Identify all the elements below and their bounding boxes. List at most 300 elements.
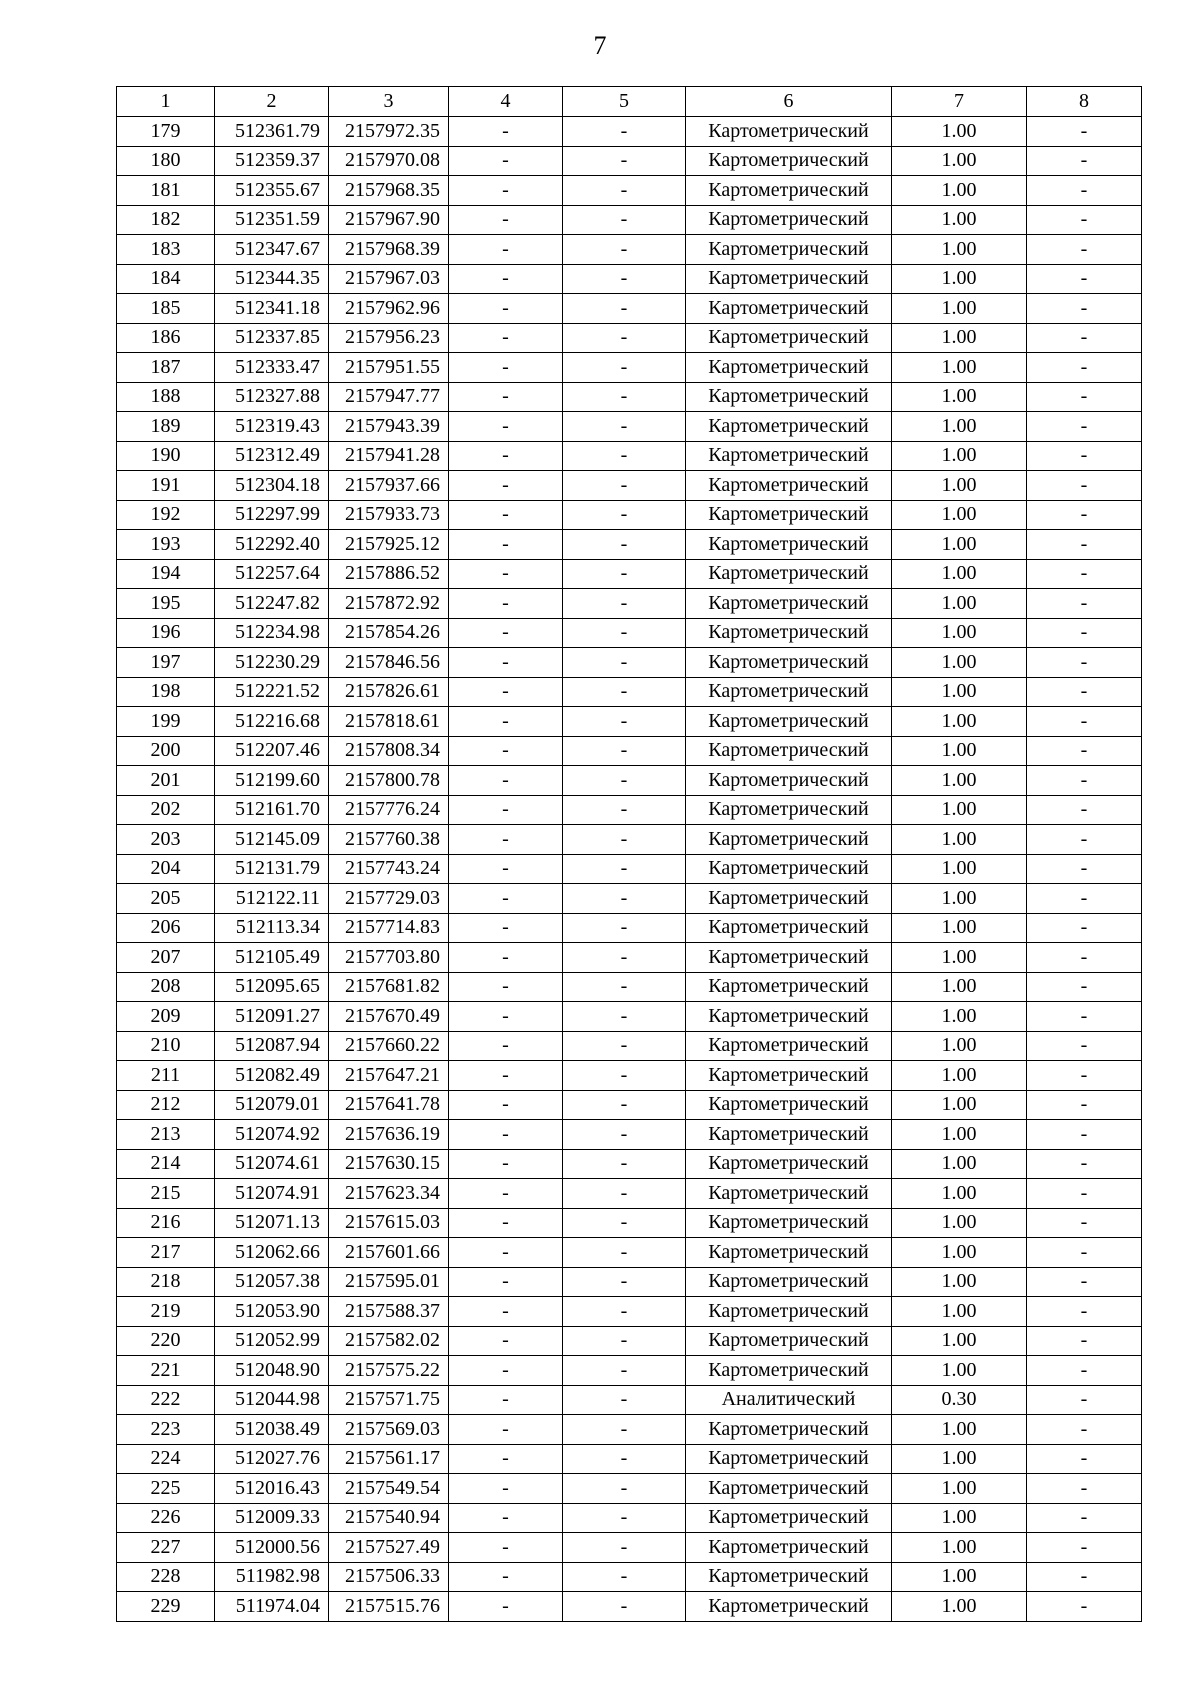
col5-cell: - xyxy=(563,1061,686,1091)
col8-cell: - xyxy=(1027,382,1142,412)
table-row xyxy=(117,618,1142,648)
col4-cell: - xyxy=(449,1297,563,1327)
accuracy-cell: 1.00 xyxy=(892,500,1027,530)
col5-cell: - xyxy=(563,1474,686,1504)
col5-cell: - xyxy=(563,294,686,324)
col5-cell: - xyxy=(563,943,686,973)
y-coordinate-cell: 2157714.83 xyxy=(329,913,449,943)
accuracy-cell: 1.00 xyxy=(892,648,1027,678)
col8-cell: - xyxy=(1027,854,1142,884)
col8-cell: - xyxy=(1027,530,1142,560)
col4-cell: - xyxy=(449,1238,563,1268)
y-coordinate-cell: 2157854.26 xyxy=(329,618,449,648)
col5-cell: - xyxy=(563,205,686,235)
col4-cell: - xyxy=(449,235,563,265)
table-row xyxy=(117,1002,1142,1032)
col5-cell: - xyxy=(563,530,686,560)
method-cell: Картометрический xyxy=(686,677,892,707)
table-row xyxy=(117,235,1142,265)
col4-cell: - xyxy=(449,1267,563,1297)
col5-cell: - xyxy=(563,589,686,619)
col8-cell: - xyxy=(1027,1002,1142,1032)
y-coordinate-cell: 2157943.39 xyxy=(329,412,449,442)
accuracy-cell: 1.00 xyxy=(892,441,1027,471)
table-row xyxy=(117,353,1142,383)
column-header-6: 6 xyxy=(686,87,892,117)
table-row xyxy=(117,854,1142,884)
accuracy-cell: 1.00 xyxy=(892,1267,1027,1297)
col4-cell: - xyxy=(449,1562,563,1592)
accuracy-cell: 1.00 xyxy=(892,471,1027,501)
accuracy-cell: 1.00 xyxy=(892,1503,1027,1533)
accuracy-cell: 1.00 xyxy=(892,1533,1027,1563)
y-coordinate-cell: 2157549.54 xyxy=(329,1474,449,1504)
col5-cell: - xyxy=(563,1238,686,1268)
point-number-cell: 181 xyxy=(117,176,215,206)
col5-cell: - xyxy=(563,1090,686,1120)
col4-cell: - xyxy=(449,677,563,707)
col8-cell: - xyxy=(1027,1415,1142,1445)
point-number-cell: 199 xyxy=(117,707,215,737)
accuracy-cell: 1.00 xyxy=(892,1208,1027,1238)
y-coordinate-cell: 2157968.35 xyxy=(329,176,449,206)
x-coordinate-cell: 512087.94 xyxy=(215,1031,329,1061)
col4-cell: - xyxy=(449,530,563,560)
method-cell: Картометрический xyxy=(686,1297,892,1327)
y-coordinate-cell: 2157872.92 xyxy=(329,589,449,619)
point-number-cell: 183 xyxy=(117,235,215,265)
col5-cell: - xyxy=(563,884,686,914)
y-coordinate-cell: 2157670.49 xyxy=(329,1002,449,1032)
col8-cell: - xyxy=(1027,500,1142,530)
col5-cell: - xyxy=(563,1120,686,1150)
point-number-cell: 186 xyxy=(117,323,215,353)
accuracy-cell: 1.00 xyxy=(892,1061,1027,1091)
method-cell: Картометрический xyxy=(686,1002,892,1032)
col8-cell: - xyxy=(1027,1297,1142,1327)
y-coordinate-cell: 2157615.03 xyxy=(329,1208,449,1238)
table-row xyxy=(117,471,1142,501)
col5-cell: - xyxy=(563,500,686,530)
table-row xyxy=(117,884,1142,914)
col8-cell: - xyxy=(1027,1267,1142,1297)
column-header-4: 4 xyxy=(449,87,563,117)
y-coordinate-cell: 2157972.35 xyxy=(329,117,449,147)
point-number-cell: 185 xyxy=(117,294,215,324)
col8-cell: - xyxy=(1027,264,1142,294)
x-coordinate-cell: 512145.09 xyxy=(215,825,329,855)
col4-cell: - xyxy=(449,1444,563,1474)
accuracy-cell: 1.00 xyxy=(892,382,1027,412)
accuracy-cell: 1.00 xyxy=(892,117,1027,147)
col5-cell: - xyxy=(563,1149,686,1179)
x-coordinate-cell: 512082.49 xyxy=(215,1061,329,1091)
col4-cell: - xyxy=(449,412,563,442)
point-number-cell: 190 xyxy=(117,441,215,471)
col8-cell: - xyxy=(1027,1326,1142,1356)
col5-cell: - xyxy=(563,1385,686,1415)
table-row xyxy=(117,117,1142,147)
table-row xyxy=(117,176,1142,206)
col8-cell: - xyxy=(1027,1061,1142,1091)
col8-cell: - xyxy=(1027,825,1142,855)
col4-cell: - xyxy=(449,1149,563,1179)
col5-cell: - xyxy=(563,1415,686,1445)
col8-cell: - xyxy=(1027,117,1142,147)
method-cell: Картометрический xyxy=(686,1503,892,1533)
x-coordinate-cell: 512053.90 xyxy=(215,1297,329,1327)
x-coordinate-cell: 511982.98 xyxy=(215,1562,329,1592)
accuracy-cell: 1.00 xyxy=(892,884,1027,914)
col8-cell: - xyxy=(1027,589,1142,619)
col8-cell: - xyxy=(1027,1503,1142,1533)
col5-cell: - xyxy=(563,707,686,737)
table-row xyxy=(117,146,1142,176)
point-number-cell: 189 xyxy=(117,412,215,442)
col5-cell: - xyxy=(563,913,686,943)
x-coordinate-cell: 512038.49 xyxy=(215,1415,329,1445)
method-cell: Картометрический xyxy=(686,972,892,1002)
method-cell: Картометрический xyxy=(686,1267,892,1297)
method-cell: Картометрический xyxy=(686,648,892,678)
y-coordinate-cell: 2157575.22 xyxy=(329,1356,449,1386)
table-row xyxy=(117,441,1142,471)
point-number-cell: 191 xyxy=(117,471,215,501)
col4-cell: - xyxy=(449,766,563,796)
col4-cell: - xyxy=(449,1592,563,1622)
y-coordinate-cell: 2157941.28 xyxy=(329,441,449,471)
accuracy-cell: 1.00 xyxy=(892,294,1027,324)
accuracy-cell: 1.00 xyxy=(892,264,1027,294)
col5-cell: - xyxy=(563,766,686,796)
point-number-cell: 207 xyxy=(117,943,215,973)
col8-cell: - xyxy=(1027,294,1142,324)
point-number-cell: 203 xyxy=(117,825,215,855)
column-header-8: 8 xyxy=(1027,87,1142,117)
col4-cell: - xyxy=(449,972,563,1002)
col4-cell: - xyxy=(449,1415,563,1445)
point-number-cell: 221 xyxy=(117,1356,215,1386)
y-coordinate-cell: 2157681.82 xyxy=(329,972,449,1002)
point-number-cell: 201 xyxy=(117,766,215,796)
col8-cell: - xyxy=(1027,146,1142,176)
point-number-cell: 217 xyxy=(117,1238,215,1268)
col5-cell: - xyxy=(563,1533,686,1563)
x-coordinate-cell: 512131.79 xyxy=(215,854,329,884)
accuracy-cell: 0.30 xyxy=(892,1385,1027,1415)
y-coordinate-cell: 2157925.12 xyxy=(329,530,449,560)
table-body xyxy=(117,117,1142,1622)
y-coordinate-cell: 2157743.24 xyxy=(329,854,449,884)
col4-cell: - xyxy=(449,943,563,973)
x-coordinate-cell: 512091.27 xyxy=(215,1002,329,1032)
accuracy-cell: 1.00 xyxy=(892,943,1027,973)
y-coordinate-cell: 2157933.73 xyxy=(329,500,449,530)
col8-cell: - xyxy=(1027,1120,1142,1150)
point-number-cell: 227 xyxy=(117,1533,215,1563)
table-row xyxy=(117,1208,1142,1238)
point-number-cell: 200 xyxy=(117,736,215,766)
col5-cell: - xyxy=(563,972,686,1002)
accuracy-cell: 1.00 xyxy=(892,1090,1027,1120)
col4-cell: - xyxy=(449,854,563,884)
x-coordinate-cell: 512359.37 xyxy=(215,146,329,176)
col5-cell: - xyxy=(563,412,686,442)
y-coordinate-cell: 2157937.66 xyxy=(329,471,449,501)
col4-cell: - xyxy=(449,795,563,825)
y-coordinate-cell: 2157967.03 xyxy=(329,264,449,294)
method-cell: Картометрический xyxy=(686,913,892,943)
table-row xyxy=(117,1031,1142,1061)
point-number-cell: 218 xyxy=(117,1267,215,1297)
point-number-cell: 194 xyxy=(117,559,215,589)
table-row xyxy=(117,382,1142,412)
x-coordinate-cell: 512079.01 xyxy=(215,1090,329,1120)
method-cell: Картометрический xyxy=(686,618,892,648)
point-number-cell: 202 xyxy=(117,795,215,825)
col5-cell: - xyxy=(563,1179,686,1209)
point-number-cell: 219 xyxy=(117,1297,215,1327)
col4-cell: - xyxy=(449,176,563,206)
x-coordinate-cell: 512337.85 xyxy=(215,323,329,353)
point-number-cell: 195 xyxy=(117,589,215,619)
col8-cell: - xyxy=(1027,677,1142,707)
x-coordinate-cell: 512234.98 xyxy=(215,618,329,648)
col4-cell: - xyxy=(449,1031,563,1061)
y-coordinate-cell: 2157588.37 xyxy=(329,1297,449,1327)
table-row xyxy=(117,1592,1142,1622)
col4-cell: - xyxy=(449,707,563,737)
method-cell: Картометрический xyxy=(686,1533,892,1563)
method-cell: Картометрический xyxy=(686,825,892,855)
x-coordinate-cell: 512361.79 xyxy=(215,117,329,147)
method-cell: Картометрический xyxy=(686,736,892,766)
table-row xyxy=(117,1297,1142,1327)
col5-cell: - xyxy=(563,353,686,383)
method-cell: Картометрический xyxy=(686,205,892,235)
point-number-cell: 226 xyxy=(117,1503,215,1533)
accuracy-cell: 1.00 xyxy=(892,176,1027,206)
y-coordinate-cell: 2157623.34 xyxy=(329,1179,449,1209)
x-coordinate-cell: 512074.91 xyxy=(215,1179,329,1209)
table-row xyxy=(117,825,1142,855)
x-coordinate-cell: 512341.18 xyxy=(215,294,329,324)
table-row xyxy=(117,559,1142,589)
col5-cell: - xyxy=(563,1444,686,1474)
y-coordinate-cell: 2157760.38 xyxy=(329,825,449,855)
accuracy-cell: 1.00 xyxy=(892,1415,1027,1445)
accuracy-cell: 1.00 xyxy=(892,530,1027,560)
col5-cell: - xyxy=(563,736,686,766)
accuracy-cell: 1.00 xyxy=(892,1002,1027,1032)
col8-cell: - xyxy=(1027,1592,1142,1622)
col5-cell: - xyxy=(563,264,686,294)
col5-cell: - xyxy=(563,825,686,855)
point-number-cell: 224 xyxy=(117,1444,215,1474)
y-coordinate-cell: 2157846.56 xyxy=(329,648,449,678)
point-number-cell: 192 xyxy=(117,500,215,530)
col5-cell: - xyxy=(563,1562,686,1592)
point-number-cell: 215 xyxy=(117,1179,215,1209)
accuracy-cell: 1.00 xyxy=(892,1474,1027,1504)
point-number-cell: 214 xyxy=(117,1149,215,1179)
col4-cell: - xyxy=(449,353,563,383)
y-coordinate-cell: 2157776.24 xyxy=(329,795,449,825)
table-row xyxy=(117,766,1142,796)
table-row xyxy=(117,707,1142,737)
y-coordinate-cell: 2157601.66 xyxy=(329,1238,449,1268)
x-coordinate-cell: 512074.92 xyxy=(215,1120,329,1150)
x-coordinate-cell: 512230.29 xyxy=(215,648,329,678)
x-coordinate-cell: 512247.82 xyxy=(215,589,329,619)
point-number-cell: 210 xyxy=(117,1031,215,1061)
method-cell: Аналитический xyxy=(686,1385,892,1415)
method-cell: Картометрический xyxy=(686,294,892,324)
table-row xyxy=(117,1179,1142,1209)
method-cell: Картометрический xyxy=(686,176,892,206)
x-coordinate-cell: 512312.49 xyxy=(215,441,329,471)
table-row xyxy=(117,677,1142,707)
accuracy-cell: 1.00 xyxy=(892,1562,1027,1592)
accuracy-cell: 1.00 xyxy=(892,1297,1027,1327)
method-cell: Картометрический xyxy=(686,1179,892,1209)
col8-cell: - xyxy=(1027,1385,1142,1415)
table-row xyxy=(117,736,1142,766)
y-coordinate-cell: 2157527.49 xyxy=(329,1533,449,1563)
method-cell: Картометрический xyxy=(686,500,892,530)
col4-cell: - xyxy=(449,117,563,147)
table-row xyxy=(117,1415,1142,1445)
table-row xyxy=(117,294,1142,324)
column-header-1: 1 xyxy=(117,87,215,117)
method-cell: Картометрический xyxy=(686,323,892,353)
col5-cell: - xyxy=(563,117,686,147)
col8-cell: - xyxy=(1027,943,1142,973)
column-header-5: 5 xyxy=(563,87,686,117)
method-cell: Картометрический xyxy=(686,1149,892,1179)
accuracy-cell: 1.00 xyxy=(892,1592,1027,1622)
method-cell: Картометрический xyxy=(686,412,892,442)
table-header-row xyxy=(117,87,1142,117)
x-coordinate-cell: 512221.52 xyxy=(215,677,329,707)
col5-cell: - xyxy=(563,1297,686,1327)
accuracy-cell: 1.00 xyxy=(892,589,1027,619)
method-cell: Картометрический xyxy=(686,707,892,737)
accuracy-cell: 1.00 xyxy=(892,1120,1027,1150)
col4-cell: - xyxy=(449,1385,563,1415)
col4-cell: - xyxy=(449,382,563,412)
col8-cell: - xyxy=(1027,1031,1142,1061)
col8-cell: - xyxy=(1027,618,1142,648)
col4-cell: - xyxy=(449,1002,563,1032)
point-number-cell: 209 xyxy=(117,1002,215,1032)
method-cell: Картометрический xyxy=(686,766,892,796)
method-cell: Картометрический xyxy=(686,1356,892,1386)
point-number-cell: 180 xyxy=(117,146,215,176)
y-coordinate-cell: 2157571.75 xyxy=(329,1385,449,1415)
method-cell: Картометрический xyxy=(686,235,892,265)
accuracy-cell: 1.00 xyxy=(892,323,1027,353)
col8-cell: - xyxy=(1027,1533,1142,1563)
x-coordinate-cell: 512327.88 xyxy=(215,382,329,412)
x-coordinate-cell: 512062.66 xyxy=(215,1238,329,1268)
x-coordinate-cell: 512052.99 xyxy=(215,1326,329,1356)
x-coordinate-cell: 512074.61 xyxy=(215,1149,329,1179)
x-coordinate-cell: 512071.13 xyxy=(215,1208,329,1238)
method-cell: Картометрический xyxy=(686,1031,892,1061)
x-coordinate-cell: 512009.33 xyxy=(215,1503,329,1533)
col4-cell: - xyxy=(449,1179,563,1209)
col8-cell: - xyxy=(1027,884,1142,914)
x-coordinate-cell: 512355.67 xyxy=(215,176,329,206)
method-cell: Картометрический xyxy=(686,382,892,412)
column-header-7: 7 xyxy=(892,87,1027,117)
x-coordinate-cell: 512333.47 xyxy=(215,353,329,383)
x-coordinate-cell: 511974.04 xyxy=(215,1592,329,1622)
column-header-3: 3 xyxy=(329,87,449,117)
col8-cell: - xyxy=(1027,471,1142,501)
point-number-cell: 222 xyxy=(117,1385,215,1415)
y-coordinate-cell: 2157967.90 xyxy=(329,205,449,235)
method-cell: Картометрический xyxy=(686,264,892,294)
x-coordinate-cell: 512216.68 xyxy=(215,707,329,737)
x-coordinate-cell: 512297.99 xyxy=(215,500,329,530)
col4-cell: - xyxy=(449,1326,563,1356)
point-number-cell: 211 xyxy=(117,1061,215,1091)
accuracy-cell: 1.00 xyxy=(892,1031,1027,1061)
method-cell: Картометрический xyxy=(686,1562,892,1592)
accuracy-cell: 1.00 xyxy=(892,1179,1027,1209)
method-cell: Картометрический xyxy=(686,1120,892,1150)
method-cell: Картометрический xyxy=(686,943,892,973)
y-coordinate-cell: 2157826.61 xyxy=(329,677,449,707)
accuracy-cell: 1.00 xyxy=(892,1356,1027,1386)
y-coordinate-cell: 2157647.21 xyxy=(329,1061,449,1091)
x-coordinate-cell: 512048.90 xyxy=(215,1356,329,1386)
table-row xyxy=(117,795,1142,825)
method-cell: Картометрический xyxy=(686,1208,892,1238)
col8-cell: - xyxy=(1027,176,1142,206)
accuracy-cell: 1.00 xyxy=(892,1326,1027,1356)
y-coordinate-cell: 2157595.01 xyxy=(329,1267,449,1297)
table-row xyxy=(117,1533,1142,1563)
y-coordinate-cell: 2157968.39 xyxy=(329,235,449,265)
method-cell: Картометрический xyxy=(686,559,892,589)
col5-cell: - xyxy=(563,1267,686,1297)
col8-cell: - xyxy=(1027,707,1142,737)
coordinates-table xyxy=(116,86,1142,1622)
col4-cell: - xyxy=(449,1533,563,1563)
accuracy-cell: 1.00 xyxy=(892,913,1027,943)
col4-cell: - xyxy=(449,1090,563,1120)
col4-cell: - xyxy=(449,323,563,353)
col5-cell: - xyxy=(563,176,686,206)
y-coordinate-cell: 2157515.76 xyxy=(329,1592,449,1622)
point-number-cell: 229 xyxy=(117,1592,215,1622)
method-cell: Картометрический xyxy=(686,1444,892,1474)
x-coordinate-cell: 512344.35 xyxy=(215,264,329,294)
col4-cell: - xyxy=(449,471,563,501)
x-coordinate-cell: 512161.70 xyxy=(215,795,329,825)
col5-cell: - xyxy=(563,677,686,707)
col5-cell: - xyxy=(563,854,686,884)
table-row xyxy=(117,1356,1142,1386)
col4-cell: - xyxy=(449,294,563,324)
point-number-cell: 228 xyxy=(117,1562,215,1592)
method-cell: Картометрический xyxy=(686,471,892,501)
col4-cell: - xyxy=(449,913,563,943)
accuracy-cell: 1.00 xyxy=(892,854,1027,884)
